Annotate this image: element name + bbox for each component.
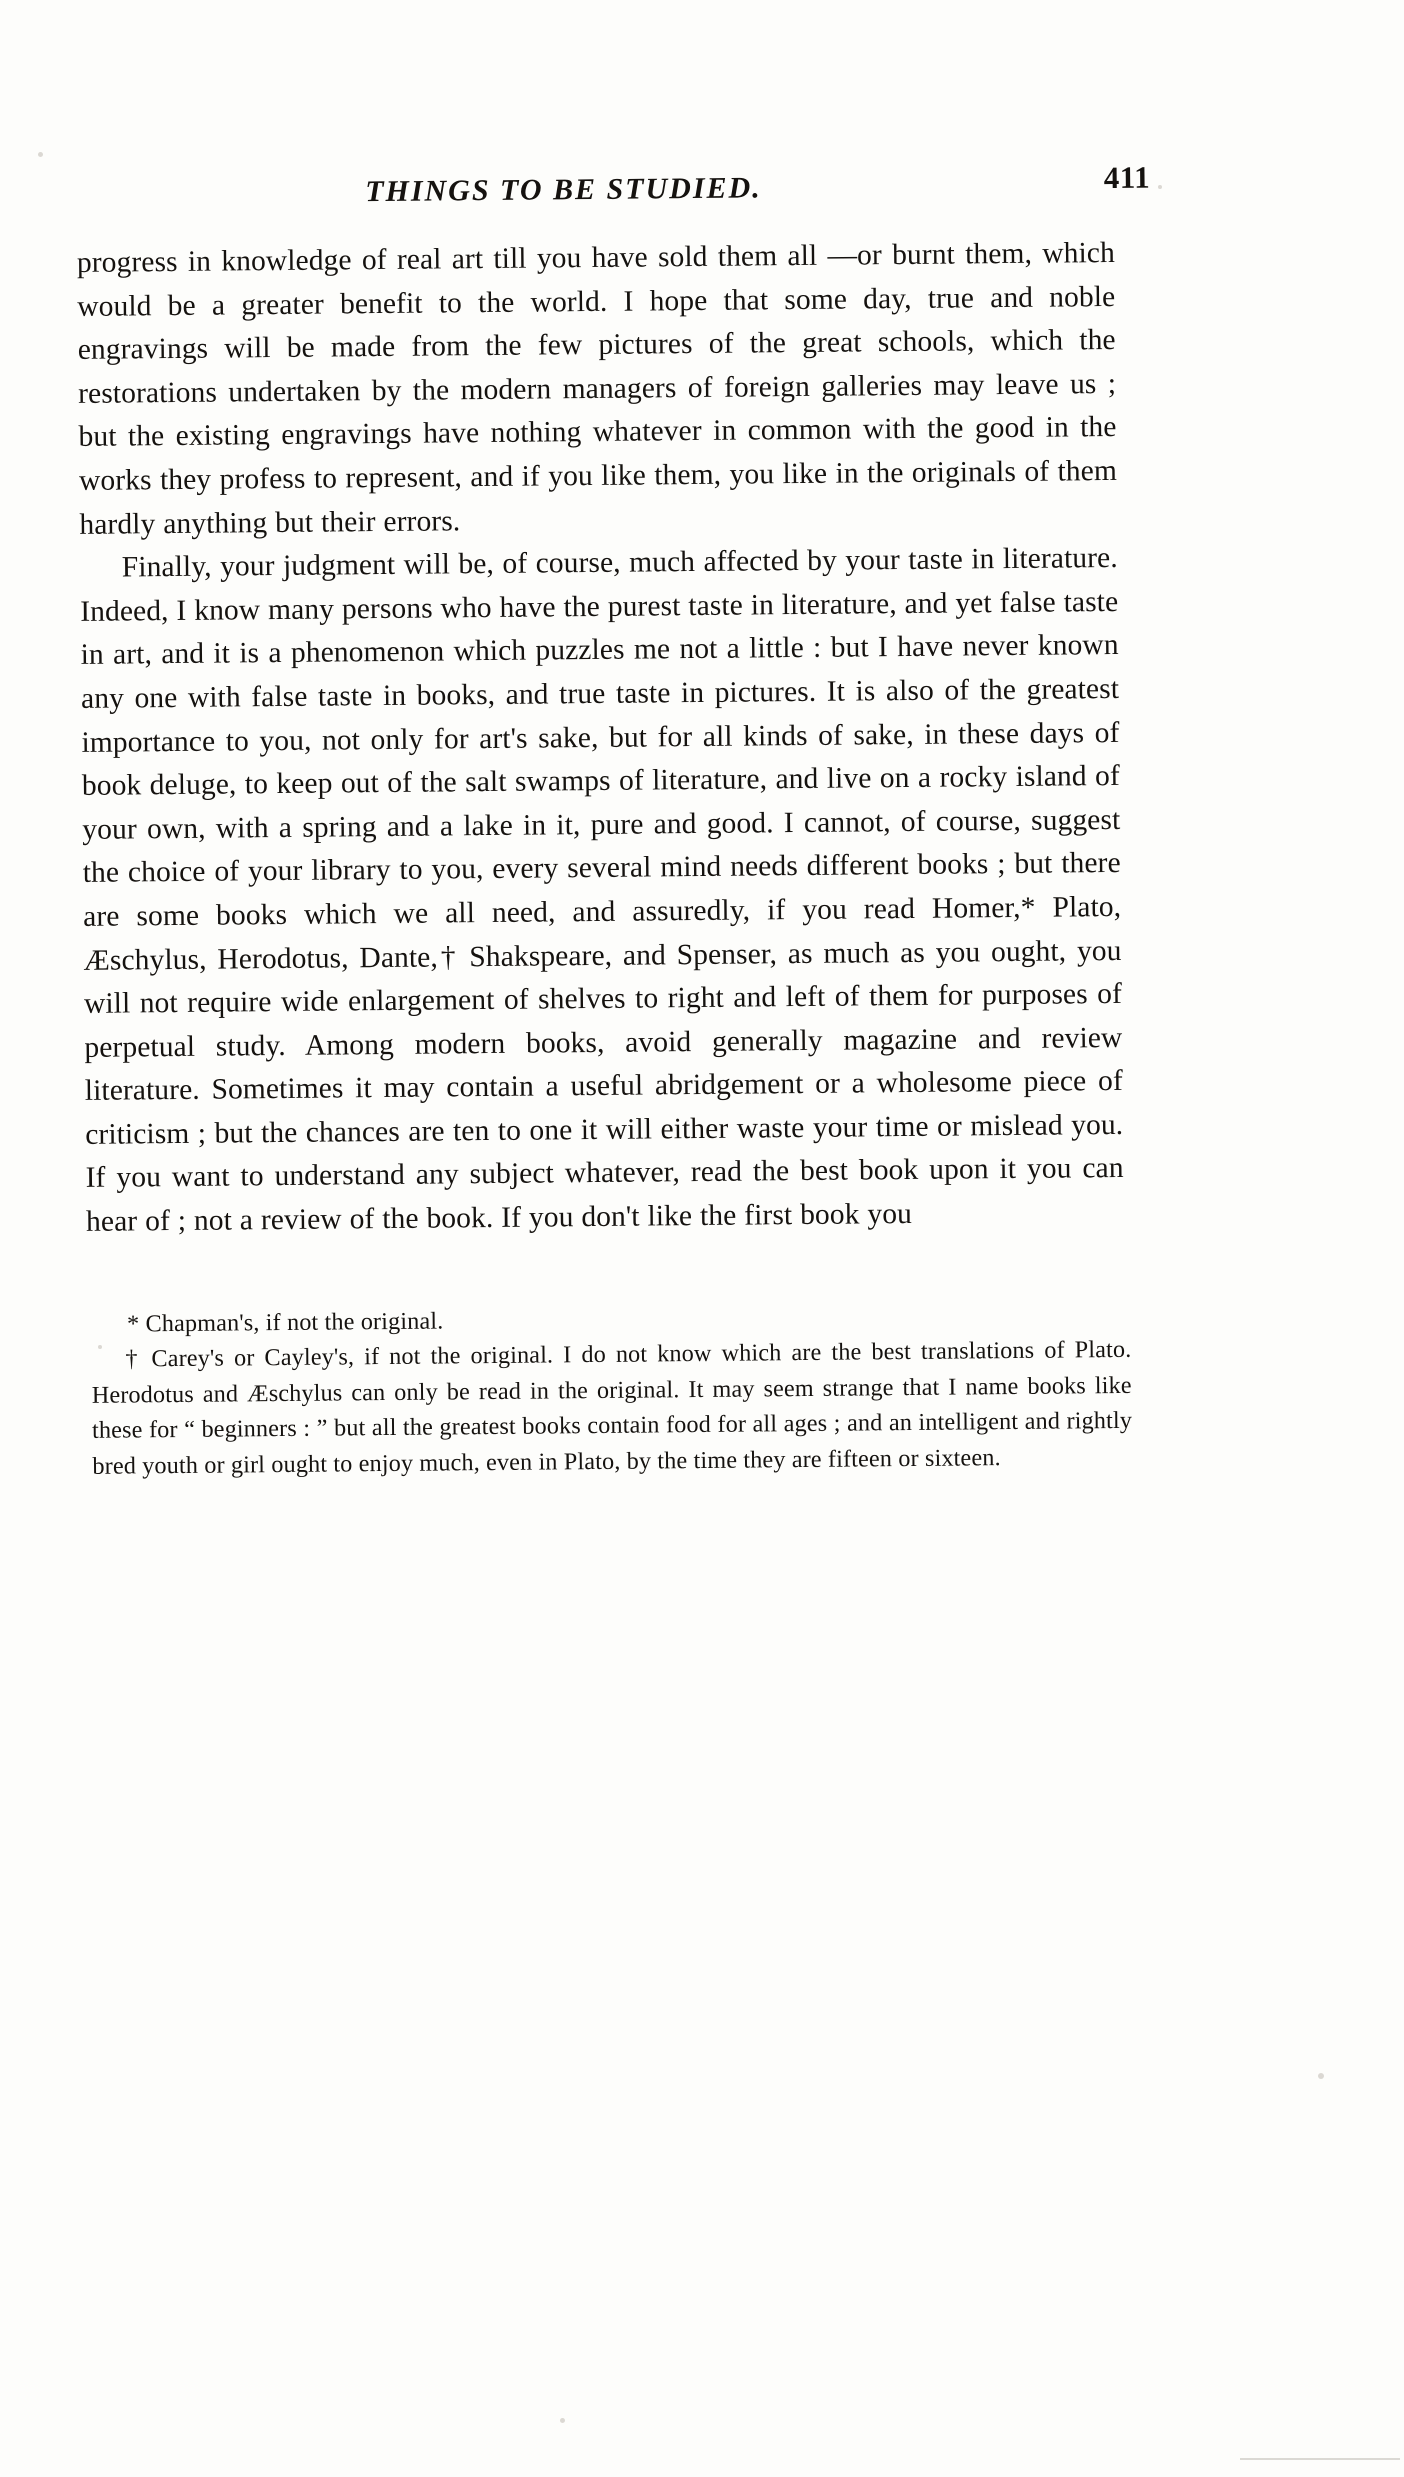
- body-text: [77, 232, 1125, 1245]
- paragraph-finally: Finally, your judgment will be, of course, much affected by your taste in literature. Indeed, I know many persons who have the purest taste in literature, and yet false taste in art, and it is a phenomenon which puzzles me not a little : but I have never known any one with false taste in books, and true taste in pictures. It is also of the greatest importance to you, not only for art's sake, but for all kinds of sake, in these days of book deluge, to keep out of the salt swamps of literature, and live on a rocky island of your own, with a spring and a lake in it, pure and good. I cannot, of course, suggest the choice of your library to you, every several mind needs different books ; but there are some books which we all need, and assuredly, if you read Homer,* Plato, Æschylus, Herodotus, Dante,† Shakspeare, and Spenser, as much as you ought, you will not require wide enlargement of shelves to right and left of them for purposes of perpetual study. Among modern books, avoid generally magazine and review literature. Sometimes it may contain a useful abridgement or a wholesome piece of criticism ; but the chances are ten to one it will either waste your time or mislead you. If you want to understand any subject whatever, read the best book upon it you can hear of ; not a review of the book. If you don't like the first book you: [80, 542, 1124, 1238]
- page-number: 411: [1103, 159, 1151, 196]
- footnotes-block: [91, 1297, 1133, 1484]
- paragraph-continuation: progress in knowledge of real art till you have sold them all —or burnt them, which would be a greater benefit to the world. I hope that some day, true and noble engravings will be made from the few pictures of the great schools, which the restorations undertaken by the modern managers of foreign galleries may leave us ; but the existing engravings have nothing whatever in common with the good in the works they profess to represent, and if you like them, you like in the originals of them hardly anything but their errors.: [76, 236, 1118, 541]
- footnote-asterisk: * Chapman's, if not the original.: [126, 1307, 444, 1338]
- running-head: THINGS TO BE STUDIED.: [365, 171, 762, 209]
- footnote-dagger: † Carey's or Cayley's, if not the original. I do not know which are the best translations of Plato. Herodotus and Æschylus can only be read in the original. It may seem strange that I name books like these for “ beginners : ” but all the greatest books contain food for all ages ; and an intelligent and rightly bred youth or girl ought to enjoy much, even in Plato, by the time they are fifteen or sixteen.: [91, 1336, 1133, 1480]
- scan-speck: [1318, 2073, 1324, 2079]
- page-content: [70, 159, 1193, 1484]
- scan-speck: [38, 152, 43, 157]
- footnote-separator-space: [80, 1234, 1191, 1303]
- scan-speck: [560, 2418, 565, 2423]
- scan-edge-mark: [1240, 2458, 1400, 2460]
- page-header: [70, 159, 1181, 232]
